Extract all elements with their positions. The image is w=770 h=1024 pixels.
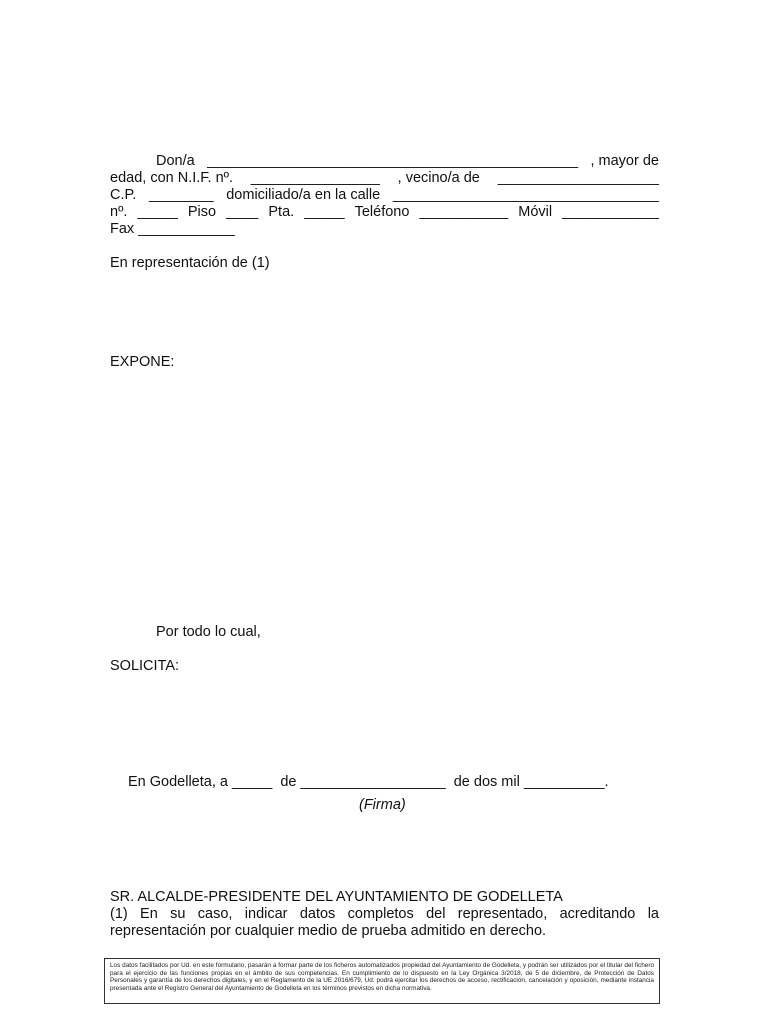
vecino-blank: ____________________	[497, 170, 659, 186]
name-blank: ______________________________________________	[207, 153, 579, 169]
solicita-heading: SOLICITA:	[110, 658, 180, 674]
telefono-label: Teléfono	[354, 204, 410, 220]
telefono-blank: ___________	[419, 204, 509, 220]
mayor-label: , mayor de	[590, 153, 659, 169]
representation-note: (1) En su caso, indicar datos completos del representado, acreditando la representación por cualquier medio de prueba admitido en derecho.	[110, 906, 659, 939]
nif-blank: ________________	[250, 170, 380, 186]
cp-label: C.P.	[110, 187, 137, 203]
addressee: SR. ALCALDE-PRESIDENTE DEL AYUNTAMIENTO DE GODELLETA	[110, 889, 563, 905]
date-place-line: En Godelleta, a _____ de __________________ de dos mil __________.	[128, 774, 609, 790]
vecino-label: , vecino/a de	[397, 170, 480, 186]
numero-blank: _____	[137, 204, 178, 220]
data-protection-notice: Los datos facilitados por Ud. en este formulario, pasarán a formar parte de los ficheros automatizados propiedad del Ayuntamiento de Godelleta, y podrán ser utilizados por el titular del fichero para el ejercicio de las funciones propias en el ámbito de sus competencias. En cumplimiento de lo dispuesto en la Ley Orgánica 3/2018, de 5 de diciembre, de Protección de Datos Personales y garantía de los derechos digitales, y en el Reglamento de la UE 2016/679, Ud. podrá ejercitar los derechos de acceso, rectificación, cancelación y oposición, mediante instancia presentada ante el Registro General del Ayuntamiento de Godelleta en los términos previstos en dicha normativa.	[104, 958, 660, 1004]
address-line	[110, 187, 659, 204]
movil-blank: ____________	[562, 204, 659, 220]
expone-heading: EXPONE:	[110, 354, 175, 370]
cp-blank: ________	[149, 187, 214, 203]
don-label: Don/a	[156, 153, 195, 169]
por-todo-label: Por todo lo cual,	[156, 624, 261, 640]
piso-blank: ____	[226, 204, 259, 220]
representacion-label: En representación de (1)	[110, 255, 270, 271]
pta-blank: _____	[304, 204, 345, 220]
pta-label: Pta.	[268, 204, 295, 220]
piso-label: Piso	[187, 204, 217, 220]
nif-label: edad, con N.I.F. nº.	[110, 170, 233, 186]
contact-line	[110, 204, 659, 221]
numero-label: nº.	[110, 204, 128, 220]
calle-label: domiciliado/a en la calle	[226, 187, 381, 203]
calle-blank: _________________________________	[392, 187, 659, 203]
applicant-name-line	[156, 153, 659, 170]
fax-line: Fax ____________	[110, 221, 235, 237]
signature-label: (Firma)	[359, 797, 406, 813]
nif-line	[110, 170, 659, 187]
movil-label: Móvil	[518, 204, 553, 220]
